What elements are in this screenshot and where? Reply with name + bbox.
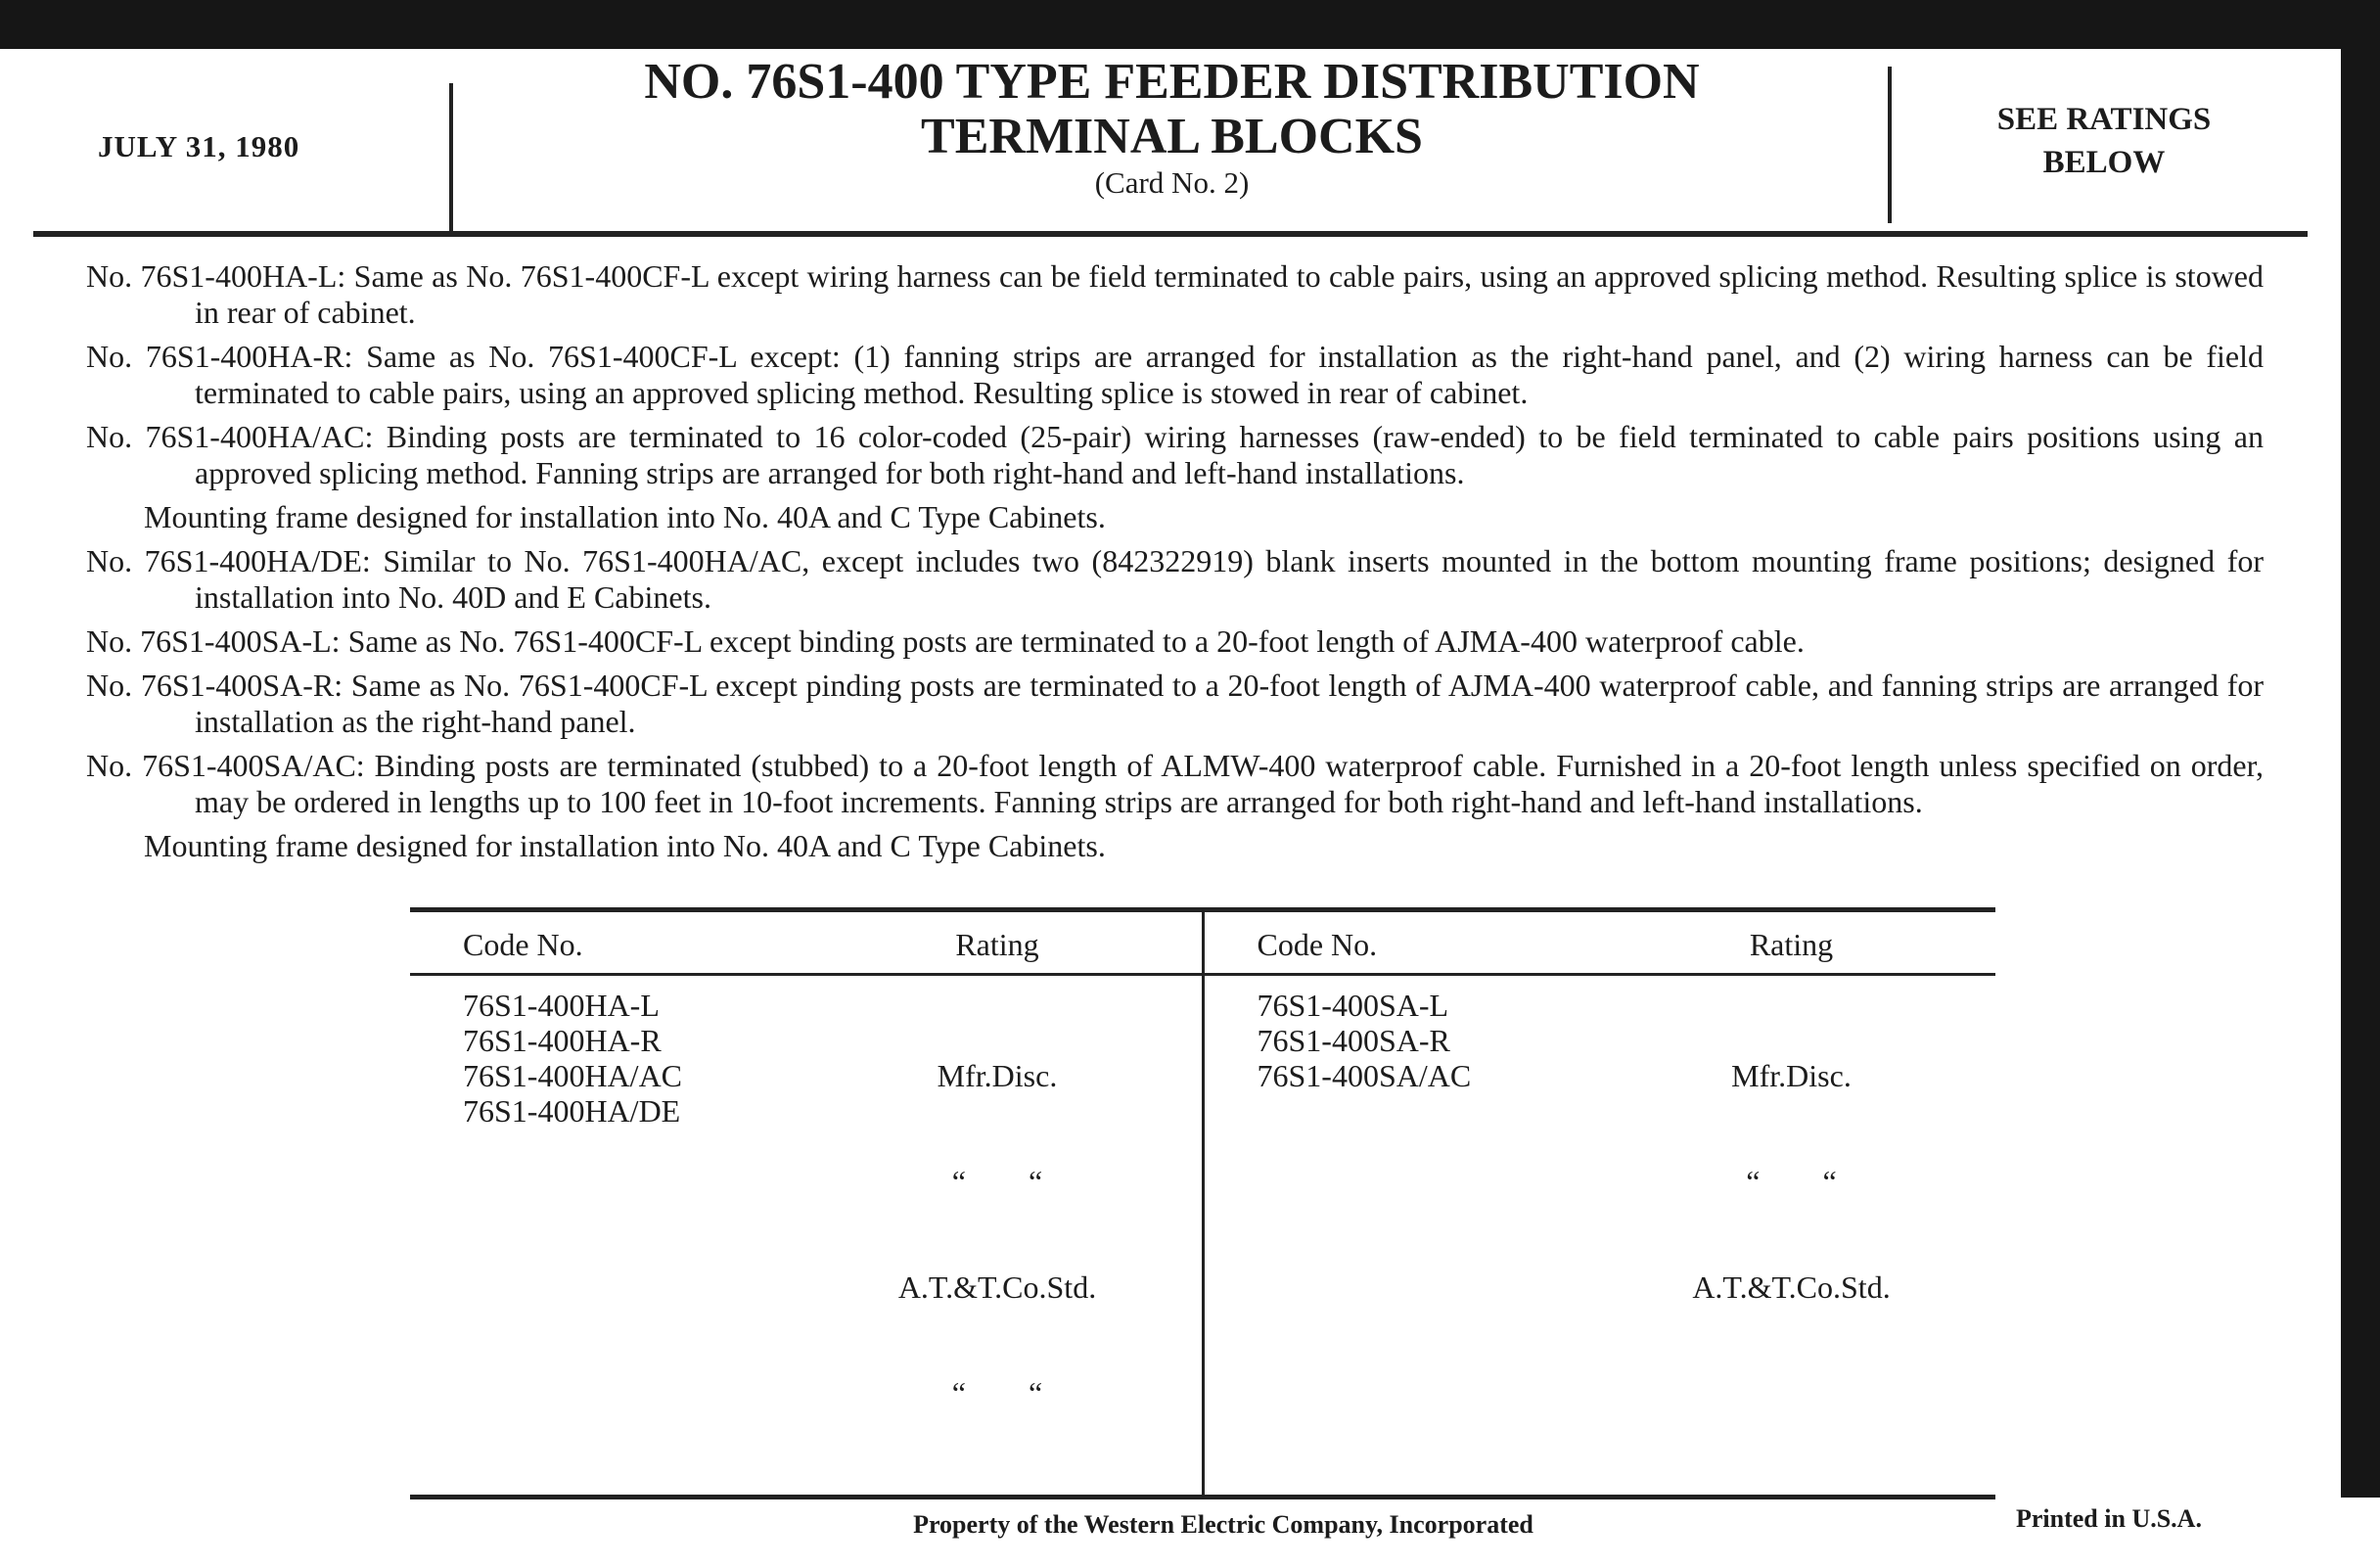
desc-sa-l: No. 76S1-400SA-L: Same as No. 76S1-400CF-L except binding posts are terminated to a 20-foot length of AJMA-400 waterproof cable. (86, 623, 1805, 659)
header-divider-left (449, 83, 453, 231)
code-cell: 76S1-400SA/AC (1257, 1058, 1472, 1093)
left-codes (410, 988, 821, 1481)
code-cell: 76S1-400HA/DE (463, 1093, 681, 1129)
desc-ha-ac: No. 76S1-400HA/AC: Binding posts are terminated to 16 color-coded (25-pair) wiring harnesses (raw-ended) to be field terminated to cable pairs positions using an approved splicing method. Fanning strips are arranged for both right-hand and left-hand installations. (86, 419, 2264, 490)
card-date: JULY 31, 1980 (98, 129, 300, 163)
right-ratings (1616, 988, 1968, 1375)
rating-cell: “ “ (1746, 1164, 1837, 1199)
rating-cell: Mfr.Disc. (937, 1058, 1058, 1093)
desc-sa-r: No. 76S1-400SA-R: Same as No. 76S1-400CF-L except pinding posts are terminated to a 20-foot length of AJMA-400 waterproof cable, and fanning strips are arranged for installation as the right-hand panel. (86, 668, 2264, 739)
rating-cell: Mfr.Disc. (1731, 1058, 1852, 1093)
rating-cell: A.T.&T.Co.Std. (1692, 1269, 1891, 1305)
printed-in-notice: Printed in U.S.A. (2016, 1504, 2202, 1533)
ratings-table (410, 907, 1995, 1499)
desc-ha-r: No. 76S1-400HA-R: Same as No. 76S1-400CF-L except: (1) fanning strips are arranged for installation as the right-hand panel, and (2) wiring harness can be field terminated to cable pairs, using an approved splicing method. Resulting splice is stowed in rear of cabinet. (86, 339, 2264, 410)
table-header-row (1205, 912, 1996, 976)
code-cell: 76S1-400HA-R (463, 1023, 662, 1058)
ratings-note-line1: SEE RATINGS (1996, 102, 2212, 137)
table-body (410, 976, 1202, 1495)
scan-border-top (0, 0, 2380, 51)
card-title-line1: NO. 76S1-400 TYPE FEEDER DISTRIBUTION (644, 54, 1700, 110)
mounting-note-1: Mounting frame designed for installation into No. 40A and C Type Cabinets. (144, 499, 1106, 534)
left-ratings (821, 988, 1173, 1481)
description-body (86, 258, 2264, 872)
header-code-right: Code No. (1257, 927, 1378, 962)
header-rating-left: Rating (955, 927, 1039, 962)
header-rule (33, 231, 2308, 237)
card-title-line2: TERMINAL BLOCKS (921, 109, 1423, 164)
table-left-half (410, 912, 1202, 1495)
card-footer (0, 1499, 2341, 1568)
table-body (1205, 976, 1996, 1389)
desc-ha-de: No. 76S1-400HA/DE: Similar to No. 76S1-400HA/AC, except includes two (842322919) blank inserts mounted in the bottom mounting frame positions; designed for installation into No. 40D and E Cabinets. (86, 543, 2264, 615)
scan-border-right (2341, 0, 2380, 1498)
rating-cell: A.T.&T.Co.Std. (897, 1269, 1097, 1305)
code-cell: 76S1-400SA-R (1257, 1023, 1450, 1058)
right-codes (1205, 988, 1616, 1375)
table-right-half (1202, 912, 1996, 1495)
card-subtitle: (Card No. 2) (1094, 165, 1250, 200)
card-header (0, 49, 2341, 231)
mounting-note-2: Mounting frame designed for installation into No. 40A and C Type Cabinets. (144, 828, 1106, 863)
header-code-left: Code No. (463, 927, 583, 962)
rating-cell: “ “ (951, 1164, 1043, 1199)
ratings-note (1899, 98, 2310, 184)
rating-cell: “ “ (951, 1375, 1043, 1410)
ratings-note-line2: BELOW (2042, 145, 2166, 180)
desc-sa-ac: No. 76S1-400SA/AC: Binding posts are terminated (stubbed) to a 20-foot length of ALMW-400 waterproof cable. Furnished in a 20-foot length unless specified on order, may be ordered in lengths up to 100 feet in 10-foot increments. Fanning strips are arranged for both right-hand and left-hand installations. (86, 748, 2264, 819)
property-notice: Property of the Western Electric Company, Incorporated (913, 1510, 1533, 1539)
code-cell: 76S1-400HA/AC (463, 1058, 683, 1093)
desc-ha-l: No. 76S1-400HA-L: Same as No. 76S1-400CF-L except wiring harness can be field terminated to cable pairs, using an approved splicing method. Resulting splice is stowed in rear of cabinet. (86, 258, 2264, 330)
header-rating-right: Rating (1749, 927, 1834, 962)
code-cell: 76S1-400SA-L (1257, 988, 1449, 1023)
catalog-card (0, 49, 2341, 1539)
card-title (460, 55, 1884, 202)
code-cell: 76S1-400HA-L (463, 988, 660, 1023)
table-header-row (410, 912, 1202, 976)
header-divider-right (1888, 67, 1892, 223)
